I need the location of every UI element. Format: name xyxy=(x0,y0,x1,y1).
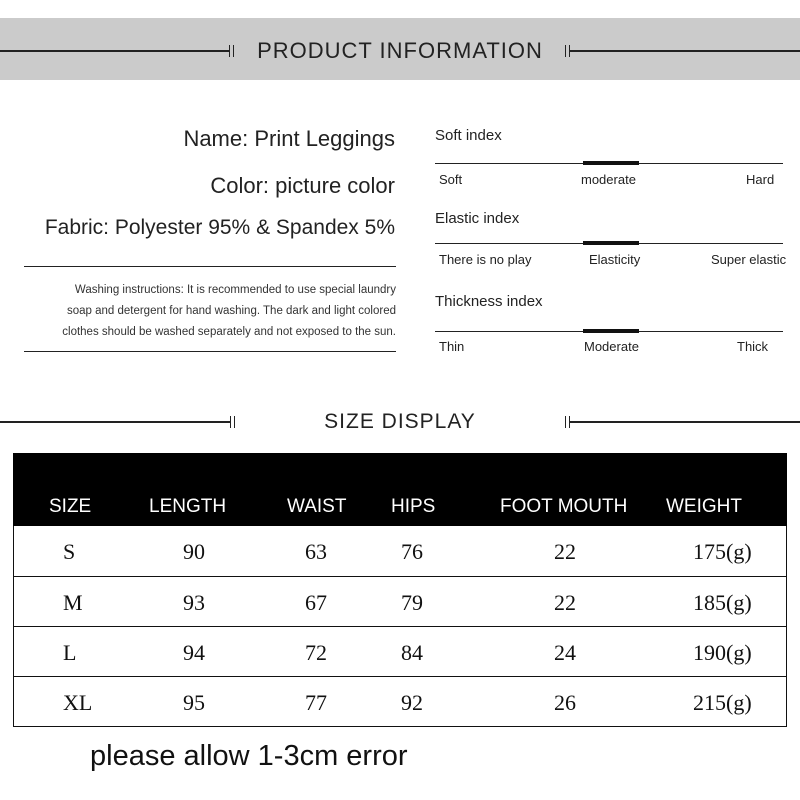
washing-instructions xyxy=(24,280,396,343)
washing-bottom-rule xyxy=(24,351,396,352)
header-foot-mouth: FOOT MOUTH xyxy=(500,496,628,517)
elastic-index-label-low: There is no play xyxy=(439,252,532,267)
header-length: LENGTH xyxy=(149,496,227,517)
thickness-index-marker xyxy=(583,329,639,333)
cell-weight-xl: 215(g) xyxy=(693,690,752,715)
cell-weight-s: 175(g) xyxy=(693,539,752,564)
size-right-line xyxy=(570,421,800,423)
cell-length-l: 94 xyxy=(183,640,205,665)
cell-foot-mouth-xl: 26 xyxy=(554,690,576,715)
cell-hips-xl: 92 xyxy=(401,690,423,715)
cell-waist-xl: 77 xyxy=(305,690,327,715)
thickness-index-label-mid: Moderate xyxy=(584,339,639,354)
cell-size-s: S xyxy=(63,539,76,564)
elastic-index-label-mid: Elasticity xyxy=(589,252,641,267)
size-right-cap xyxy=(565,416,566,428)
cell-size-l: L xyxy=(63,640,77,665)
cell-length-s: 90 xyxy=(183,539,205,564)
soft-index-label-low: Soft xyxy=(439,172,463,187)
soft-index-label-high: Hard xyxy=(746,172,775,187)
cell-length-xl: 95 xyxy=(183,690,205,715)
cell-weight-m: 185(g) xyxy=(693,590,752,615)
row-divider-1 xyxy=(13,576,787,577)
header-waist: WAIST xyxy=(287,496,347,517)
product-color: Color: picture color xyxy=(210,173,395,198)
cell-waist-m: 67 xyxy=(305,590,327,615)
product-fabric: Fabric: Polyester 95% & Spandex 5% xyxy=(44,216,395,239)
soft-index-title: Soft index xyxy=(435,127,502,144)
header-size: SIZE xyxy=(49,496,92,517)
cell-waist-l: 72 xyxy=(305,640,327,665)
cell-foot-mouth-s: 22 xyxy=(554,539,576,564)
product-name: Name: Print Leggings xyxy=(183,126,395,151)
cell-weight-l: 190(g) xyxy=(693,640,752,665)
error-note: please allow 1-3cm error xyxy=(90,740,408,772)
elastic-index-marker xyxy=(583,241,639,245)
header-right-cap xyxy=(565,45,566,57)
washing-top-rule xyxy=(24,266,396,267)
header-hips: HIPS xyxy=(391,496,436,517)
cell-length-m: 93 xyxy=(183,590,205,615)
header-title: PRODUCT INFORMATION xyxy=(257,38,543,63)
thickness-index-label-low: Thin xyxy=(439,339,465,354)
row-divider-2 xyxy=(13,626,787,627)
size-display-title: SIZE DISPLAY xyxy=(324,410,476,433)
washing-line-3: clothes should be washed separately and not exposed to the sun. xyxy=(62,326,396,338)
thickness-index-label-high: Thick xyxy=(737,339,769,354)
cell-hips-s: 76 xyxy=(401,539,423,564)
cell-hips-m: 79 xyxy=(401,590,423,615)
cell-hips-l: 84 xyxy=(401,640,423,665)
elastic-index-title: Elastic index xyxy=(435,210,520,227)
header-weight: WEIGHT xyxy=(666,496,742,517)
soft-index-marker xyxy=(583,161,639,165)
cell-size-m: M xyxy=(63,590,83,615)
cell-foot-mouth-m: 22 xyxy=(554,590,576,615)
washing-line-1: Washing instructions: It is recommended to use special laundry xyxy=(74,284,396,296)
soft-index-label-mid: moderate xyxy=(581,172,636,187)
washing-line-2: soap and detergent for hand washing. The dark and light colored xyxy=(66,305,396,317)
header-right-line xyxy=(570,50,800,52)
elastic-index-label-high: Super elastic xyxy=(711,252,787,267)
cell-foot-mouth-l: 24 xyxy=(554,640,576,665)
cell-size-xl: XL xyxy=(63,690,93,715)
thickness-index-title: Thickness index xyxy=(435,293,543,310)
cell-waist-s: 63 xyxy=(305,539,327,564)
row-divider-3 xyxy=(13,676,787,677)
